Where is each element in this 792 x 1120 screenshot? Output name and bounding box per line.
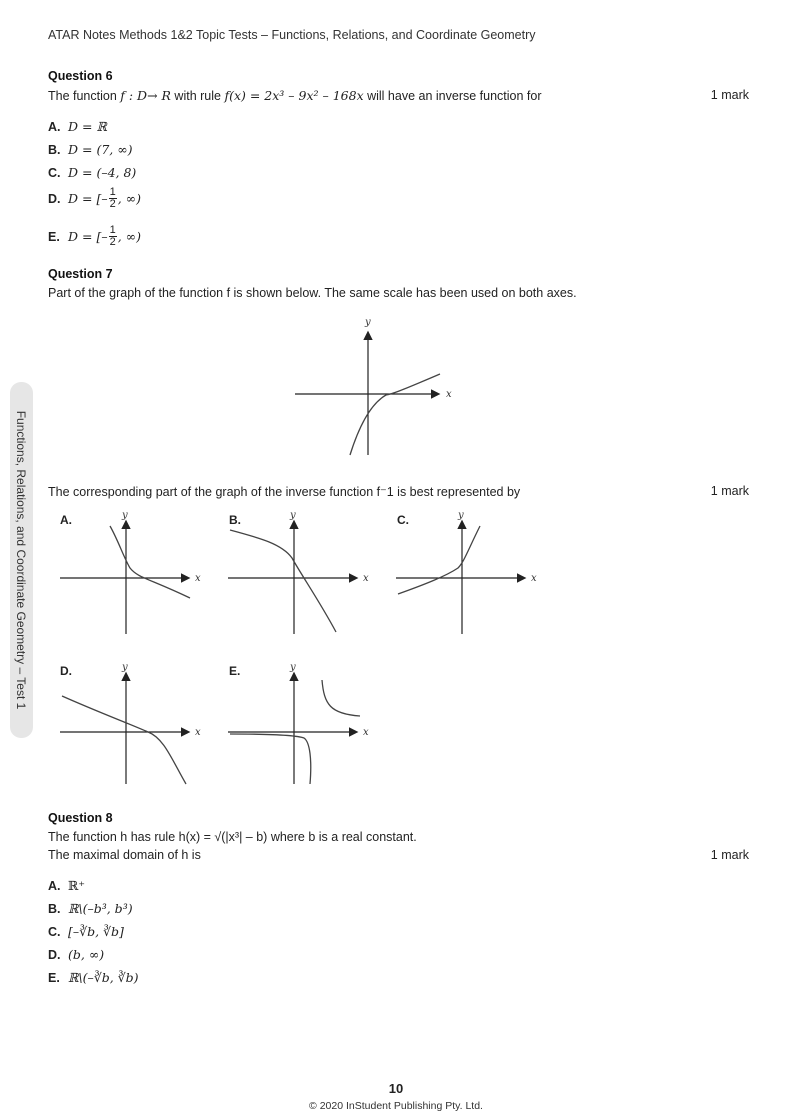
graph-c-curve <box>398 526 480 594</box>
q7-graph-e-label: E. <box>229 664 241 678</box>
graph-a-curve <box>110 526 190 598</box>
graph-b-curve <box>230 530 336 632</box>
question-6-stem: The function f : D→ R with rule f(x) = 2x³ – 9x² – 168x will have an inverse function for <box>48 88 542 103</box>
question-7-main-graph <box>290 315 460 460</box>
q7-graph-c-label: C. <box>397 513 409 527</box>
svg-text:y: y <box>290 662 296 673</box>
q6-option-d[interactable]: D. D = [– $\frac{1}{2}$ , ∞) <box>48 186 141 210</box>
side-tab-label: Functions, Relations, and Coordinate Geometry – Test 1 <box>14 410 28 710</box>
question-8-mark: 1 mark <box>710 848 749 862</box>
svg-text:x: x <box>195 573 201 584</box>
question-7-title: Question 7 <box>48 267 113 281</box>
svg-text:y: y <box>290 510 296 521</box>
question-7-stem-2: The corresponding part of the graph of the inverse function f⁻1 is best represented by <box>48 485 521 499</box>
x-axis-label: x <box>446 389 452 400</box>
svg-text:y: y <box>122 662 128 673</box>
graph-e-curve-right <box>322 680 360 716</box>
y-axis-label: y <box>365 317 371 328</box>
q7-graph-a[interactable] <box>58 510 208 635</box>
question-7-mark: 1 mark <box>710 484 749 498</box>
q6-option-b[interactable]: B. D = (7, ∞) <box>48 142 133 157</box>
q7-graph-e[interactable] <box>226 660 376 785</box>
function-curve <box>350 374 440 455</box>
copyright: © 2020 InStudent Publishing Pty. Ltd. <box>309 1100 483 1112</box>
q7-graph-a-label: A. <box>60 513 72 527</box>
question-6-mark: 1 mark <box>710 88 749 102</box>
svg-text:x: x <box>363 727 369 738</box>
q8-option-a[interactable]: A. ℝ⁺ <box>48 878 85 893</box>
q8-option-d[interactable]: D. (b, ∞) <box>48 947 105 962</box>
svg-text:x: x <box>195 727 201 738</box>
q7-graph-b[interactable] <box>226 510 376 635</box>
question-6-title: Question 6 <box>48 69 113 83</box>
q6-option-e[interactable]: E. D = [– $\frac{1}{2}$ , ∞) <box>48 224 141 248</box>
page-number: 10 <box>388 1081 404 1096</box>
question-8-title: Question 8 <box>48 811 113 825</box>
svg-text:y: y <box>122 510 128 521</box>
graph-e-curve-left <box>230 734 311 784</box>
q6-option-a[interactable]: A. D = ℝ <box>48 119 107 134</box>
question-8-stem: The function h has rule h(x) = √(|x³| – b) where b is a real constant. <box>48 830 417 844</box>
question-8-stem-2: The maximal domain of h is <box>48 848 201 862</box>
q7-graph-c[interactable] <box>394 510 544 635</box>
q7-graph-d[interactable] <box>58 660 208 785</box>
q6-option-c[interactable]: C. D = (–4, 8) <box>48 165 137 180</box>
q8-option-b[interactable]: B. ℝ\(–b³, b³) <box>48 901 133 916</box>
q8-option-c[interactable]: C. [–∛b, ∛b] <box>48 924 124 939</box>
question-7-stem: Part of the graph of the function f is shown below. The same scale has been used on both axes. <box>48 286 577 300</box>
svg-text:x: x <box>531 573 537 584</box>
q7-graph-b-label: B. <box>229 513 241 527</box>
graph-d-curve <box>62 696 186 784</box>
running-header: ATAR Notes Methods 1&2 Topic Tests – Functions, Relations, and Coordinate Geometry <box>48 28 536 42</box>
q8-option-e[interactable]: E. ℝ\(–∛b, ∛b) <box>48 970 139 985</box>
q7-graph-d-label: D. <box>60 664 72 678</box>
svg-text:x: x <box>363 573 369 584</box>
svg-text:y: y <box>458 510 464 521</box>
